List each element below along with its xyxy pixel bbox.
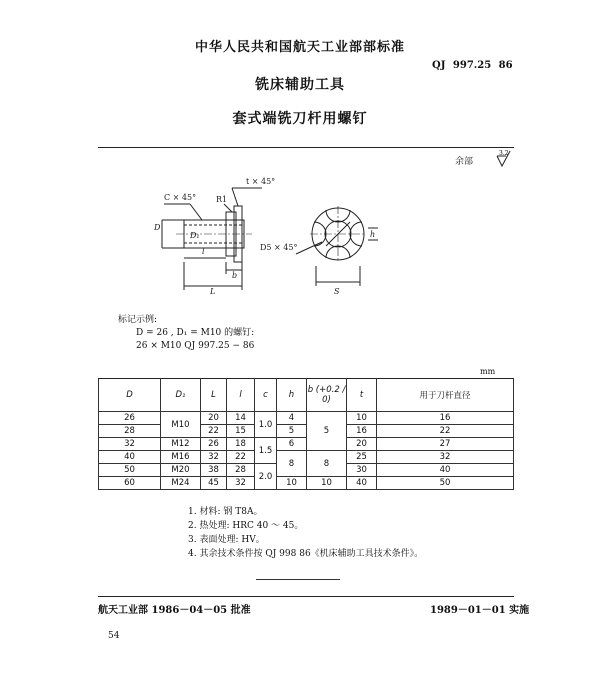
table-row (99, 477, 514, 490)
cell: M20 (161, 464, 201, 477)
spec-table (98, 378, 514, 490)
table-row (99, 451, 514, 464)
label-chamfer-t: t × 45° (246, 177, 276, 186)
note-text: 表面处理: HV。 (199, 535, 265, 545)
note-number: 3. (188, 535, 197, 545)
cell: 2.0 (255, 464, 277, 490)
cell: 10 (277, 477, 307, 490)
label-width-s: S (334, 287, 340, 296)
cell: 1.5 (255, 438, 277, 464)
cell: 45 (201, 477, 227, 490)
header-h: h (277, 379, 307, 412)
roughness-label: 余部 (455, 157, 474, 167)
cell: 60 (99, 477, 161, 490)
cell: M24 (161, 477, 201, 490)
cell: 27 (377, 438, 514, 451)
header-d1: D₁ (161, 379, 201, 412)
roughness-symbol-icon (496, 150, 516, 170)
note-item (188, 548, 423, 561)
cell: 32 (99, 438, 161, 451)
example-title: 标记示例: (118, 315, 158, 325)
cell: 32 (227, 477, 255, 490)
document-title: 套式端铣刀杆用螺钉 (232, 111, 368, 127)
end-rule (256, 579, 340, 580)
cell: M10 (161, 412, 201, 438)
header-cutter-diameter: 用于刀杆直径 (377, 379, 514, 412)
cell: 32 (201, 451, 227, 464)
cell: 5 (277, 425, 307, 438)
note-number: 1. (188, 507, 197, 517)
page-number: 54 (108, 631, 120, 641)
cell: 15 (227, 425, 255, 438)
note-item (188, 534, 265, 547)
cell: 30 (347, 464, 377, 477)
label-len-L: L (210, 287, 216, 296)
cell: M12 (161, 438, 201, 451)
standard-number: QJ 997.25 86 (432, 60, 513, 71)
header-t: t (347, 379, 377, 412)
approval-info: 航天工业部 1986－04－05 批准 (98, 605, 251, 616)
cell: 26 (201, 438, 227, 451)
organization-header: 中华人民共和国航天工业部部标准 (194, 40, 405, 55)
cell: 20 (347, 438, 377, 451)
cell: 40 (347, 477, 377, 490)
cell: 40 (99, 451, 161, 464)
note-text: 热处理: HRC 40 ～ 45。 (199, 521, 304, 531)
roughness-value: 3.2 (499, 150, 509, 157)
label-len-l: l (202, 247, 205, 256)
cell: 18 (227, 438, 255, 451)
header-L: L (201, 379, 227, 412)
cell: 14 (227, 412, 255, 425)
example-line-1: D = 26 , D₁ = M10 的螺钉: (136, 328, 255, 338)
cell: 16 (377, 412, 514, 425)
cell: 22 (227, 451, 255, 464)
header-l: l (227, 379, 255, 412)
unit-label: mm (480, 367, 496, 376)
cell: 6 (277, 438, 307, 451)
cell: 22 (377, 425, 514, 438)
cell: 10 (307, 477, 347, 490)
series-title: 铣床辅助工具 (255, 77, 345, 93)
cell: 16 (347, 425, 377, 438)
header-b: b (+0.2 / 0) (307, 379, 347, 412)
cell: 10 (347, 412, 377, 425)
label-dia-d1: D₁ (190, 231, 200, 240)
cell: 5 (307, 412, 347, 451)
cell: 8 (277, 451, 307, 477)
cell: 50 (99, 464, 161, 477)
cell: 50 (377, 477, 514, 490)
label-hole: D5 × 45° (260, 243, 298, 252)
table-row (99, 412, 514, 425)
cell: 1.0 (255, 412, 277, 438)
cell: 20 (201, 412, 227, 425)
note-item (188, 520, 303, 533)
header-d: D (99, 379, 161, 412)
label-dia-d: D (154, 223, 161, 232)
header-c: c (255, 379, 277, 412)
cell: 8 (307, 451, 347, 477)
cell: 40 (377, 464, 514, 477)
cell: 38 (201, 464, 227, 477)
cell: M16 (161, 451, 201, 464)
note-text: 其余技术条件按 QJ 998 86《机床辅助工具技术条件》。 (199, 549, 424, 559)
cell: 25 (347, 451, 377, 464)
cell: 22 (201, 425, 227, 438)
note-number: 2. (188, 521, 197, 531)
cell: 28 (99, 425, 161, 438)
label-depth-h: h (370, 230, 376, 239)
note-item (188, 506, 262, 519)
bottom-divider (98, 596, 514, 597)
table-row (99, 438, 514, 451)
label-radius: R1 (216, 195, 228, 204)
effective-date: 1989－01－01 实施 (430, 605, 530, 616)
cell: 28 (227, 464, 255, 477)
cell: 4 (277, 412, 307, 425)
label-len-b: b (232, 271, 238, 280)
note-text: 材料: 钢 T8A。 (199, 507, 263, 517)
example-line-2: 26 × M10 QJ 997.25 − 86 (136, 341, 255, 351)
note-number: 4. (188, 549, 197, 559)
cell: 32 (377, 451, 514, 464)
label-chamfer-c: C × 45° (164, 193, 197, 202)
screw-drawing (150, 170, 380, 300)
cell: 26 (99, 412, 161, 425)
top-divider (98, 147, 514, 148)
